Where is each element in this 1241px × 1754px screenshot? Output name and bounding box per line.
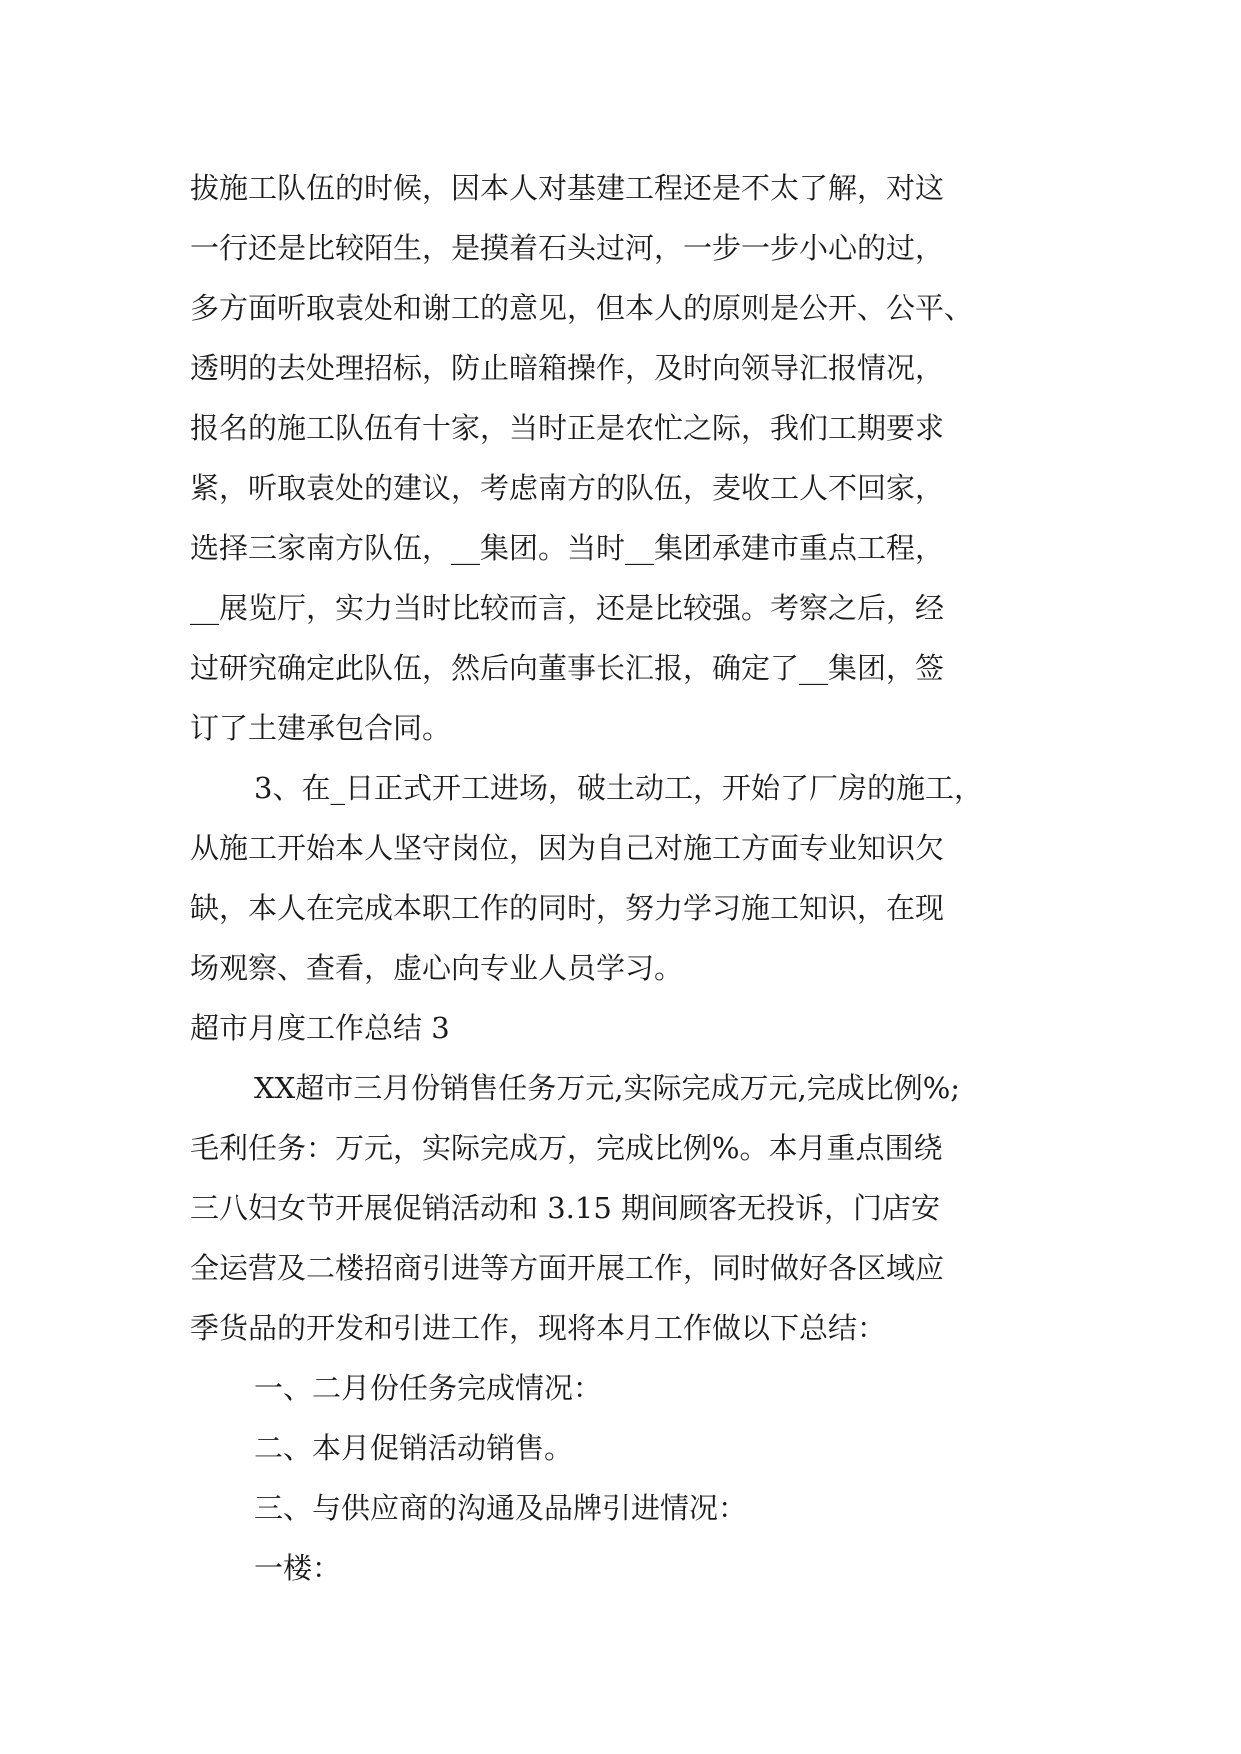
text-line: __展览厅，实力当时比较而言，还是比较强。考察之后，经 bbox=[190, 591, 945, 625]
text-line: 报名的施工队伍有十家，当时正是农忙之际，我们工期要求 bbox=[190, 411, 945, 445]
list-item: 三、与供应商的沟通及品牌引进情况： bbox=[254, 1491, 748, 1525]
text-line: XX超市三月份销售任务万元,实际完成万元,完成比例%; bbox=[254, 1071, 961, 1105]
text-line: 季货品的开发和引进工作，现将本月工作做以下总结： bbox=[190, 1311, 887, 1345]
paragraph-2 bbox=[190, 758, 1070, 998]
text-line: 三八妇女节开展促销活动和 3.15 期间顾客无投诉，门店安 bbox=[190, 1191, 941, 1225]
text-line: 订了土建承包合同。 bbox=[190, 711, 452, 745]
document-body bbox=[190, 158, 1070, 1598]
text-line: 从施工开始本人坚守岗位，因为自己对施工方面专业知识欠 bbox=[190, 831, 945, 865]
text-line: 拔施工队伍的时候，因本人对基建工程还是不太了解，对这 bbox=[190, 171, 945, 205]
text-line: 3、在_日正式开工进场，破土动工，开始了厂房的施工， bbox=[254, 771, 983, 805]
list-item: 一、二月份任务完成情况： bbox=[254, 1371, 603, 1405]
text-line: 透明的去处理招标，防止暗箱操作，及时向领导汇报情况， bbox=[190, 351, 945, 385]
text-line: 一行还是比较陌生，是摸着石头过河，一步一步小心的过， bbox=[190, 231, 945, 265]
list-item: 一楼： bbox=[254, 1551, 342, 1585]
text-line: 缺，本人在完成本职工作的同时，努力学习施工知识，在现 bbox=[190, 891, 945, 925]
text-line: 场观察、查看，虚心向专业人员学习。 bbox=[190, 951, 684, 985]
summary-list bbox=[190, 1358, 1070, 1598]
text-line: 多方面听取袁处和谢工的意见，但本人的原则是公开、公平、 bbox=[190, 291, 974, 325]
text-line: 过研究确定此队伍，然后向董事长汇报，确定了__集团，签 bbox=[190, 651, 945, 685]
text-line: 紧，听取袁处的建议，考虑南方的队伍，麦收工人不回家， bbox=[190, 471, 945, 505]
text-line: 选择三家南方队伍，__集团。当时__集团承建市重点工程， bbox=[190, 531, 945, 565]
paragraph-3 bbox=[190, 1058, 1070, 1358]
section-title: 超市月度工作总结 3 bbox=[190, 1011, 450, 1045]
text-line: 全运营及二楼招商引进等方面开展工作，同时做好各区域应 bbox=[190, 1251, 945, 1285]
list-item: 二、本月促销活动销售。 bbox=[254, 1431, 574, 1465]
paragraph-1 bbox=[190, 158, 1070, 758]
text-line: 毛利任务：万元，实际完成万，完成比例%。本月重点围绕 bbox=[190, 1131, 943, 1165]
